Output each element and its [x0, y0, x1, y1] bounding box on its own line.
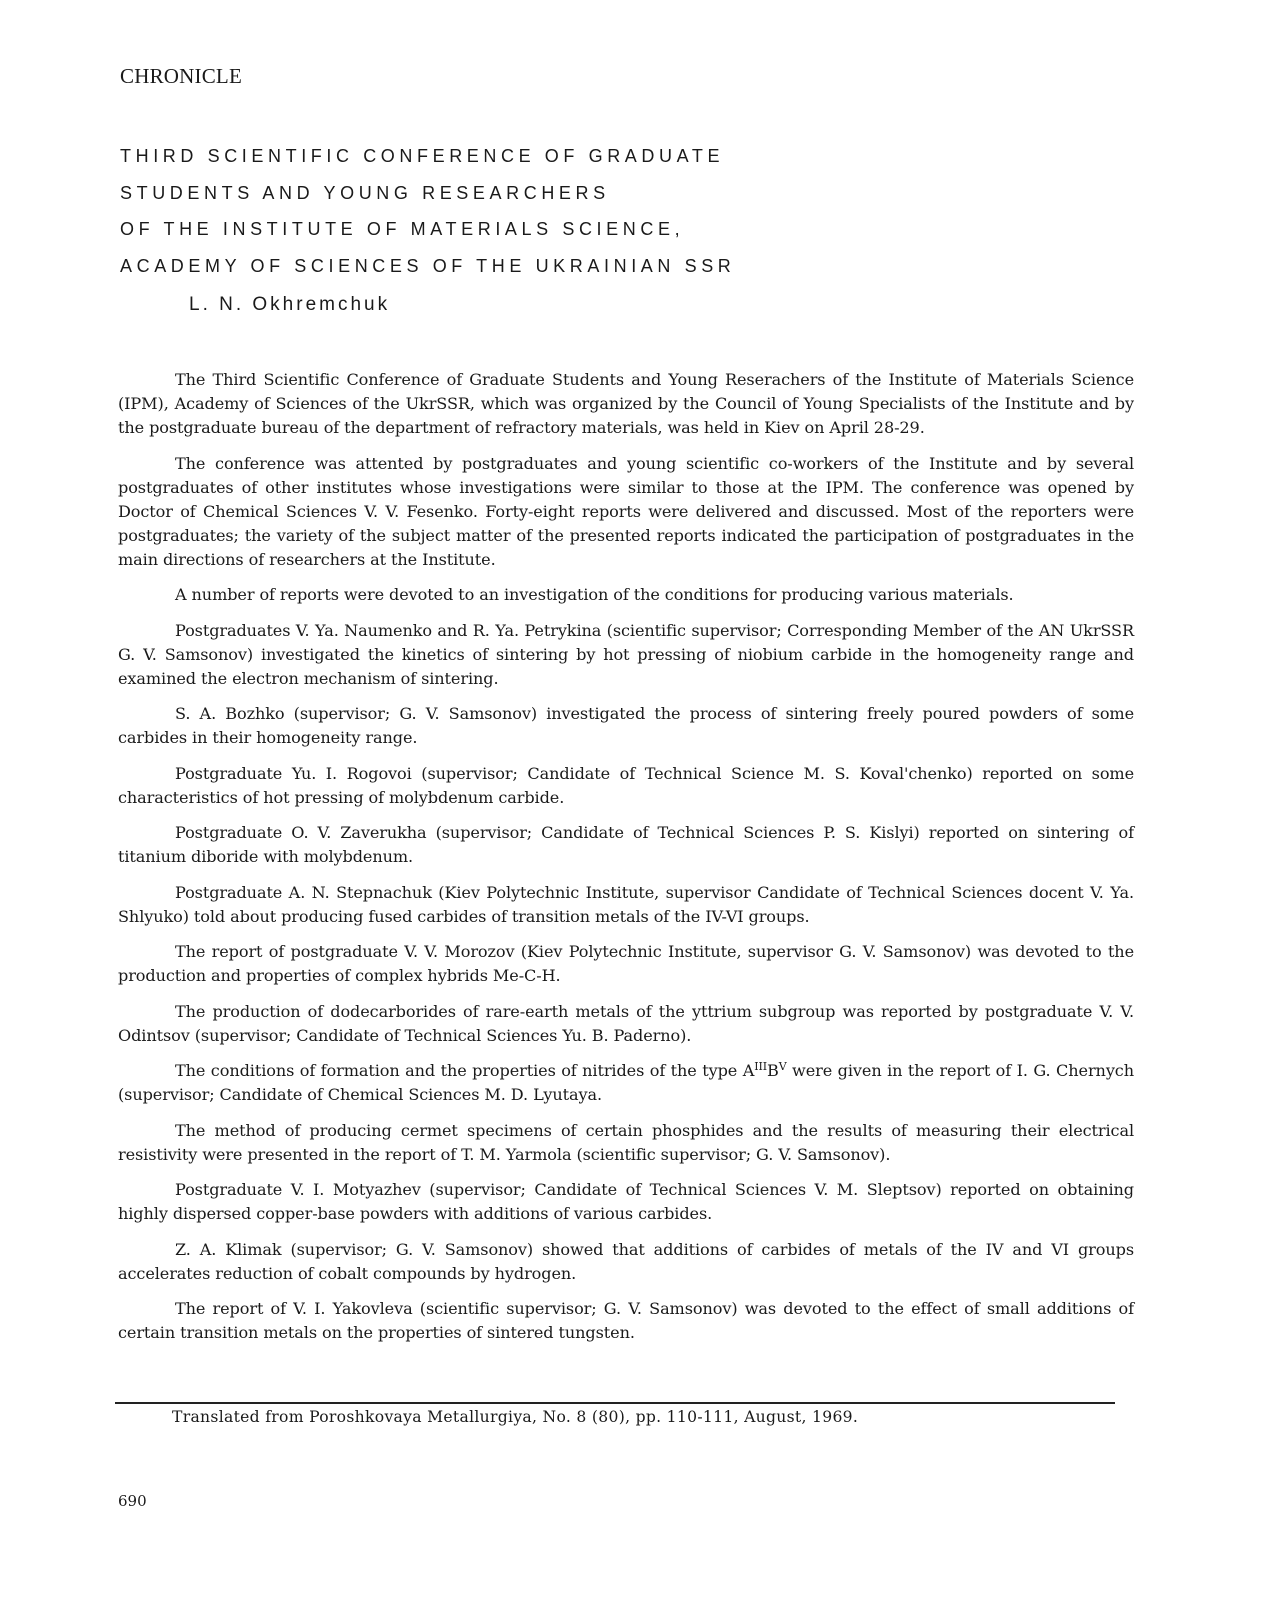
paragraph: Postgraduates V. Ya. Naumenko and R. Ya. Petrykina (scientific supervisor; Corresponding Member of the AN UkrSSR G. V. Samsonov) investigated the kinetics of sintering by hot pressing of niobium carbide in the homogeneity range and examined the electron mechanism of sintering. [118, 620, 1134, 688]
section-label: CHRONICLE [120, 64, 242, 88]
paragraph-text: The conditions of formation and the properties of nitrides of the type A [175, 1061, 755, 1080]
paragraph-text: B [766, 1061, 779, 1080]
paragraph: Postgraduate A. N. Stepnachuk (Kiev Polytechnic Institute, supervisor Candidate of Technical Sciences docent V. Ya. Shlyuko) told about producing fused carbides of transition metals of the IV-VI groups. [118, 882, 1134, 926]
paragraph: The conference was attented by postgraduates and young scientific co-workers of the Institute and by several postgraduates of other institutes whose investigations were similar to those at the IPM. The conference was opened by Doctor of Chemical Sciences V. V. Fesenko. Forty-eight reports were delivered and discussed. Most of the reporters were postgraduates; the variety of the subject matter of the presented reports indicated the participation of postgraduates in the main directions of researchers at the Institute. [118, 453, 1134, 569]
paragraph: Postgraduate Yu. I. Rogovoi (supervisor; Candidate of Technical Science M. S. Koval'chenko) reported on some characteristics of hot pressing of molybdenum carbide. [118, 763, 1134, 807]
paragraph: The method of producing cermet specimens of certain phosphides and the results of measuring their electrical resistivity were presented in the report of T. M. Yarmola (scientific supervisor; G. V. Samsonov). [118, 1120, 1134, 1164]
paragraph: S. A. Bozhko (supervisor; G. V. Samsonov) investigated the process of sintering freely poured powders of some carbides in their homogeneity range. [118, 704, 1134, 747]
author-name: L. N. Okhremchuk [189, 294, 391, 315]
paragraph: The report of V. I. Yakovleva (scientific supervisor; G. V. Samsonov) was devoted to the effect of small additions of certain transition metals on the properties of sintered tungsten. [118, 1299, 1134, 1342]
paragraph: Postgraduate O. V. Zaverukha (supervisor; Candidate of Technical Sciences P. S. Kislyi) reported on sintering of titanium diboride with molybdenum. [118, 823, 1134, 866]
paragraph: Postgraduate V. I. Motyazhev (supervisor; Candidate of Technical Sciences V. M. Sleptsov) reported on obtaining highly dispersed copper-base powders with additions of various carbides. [118, 1180, 1134, 1223]
article-body [118, 368, 1134, 1357]
translation-footnote: Translated from Poroshkovaya Metallurgiya, No. 8 (80), pp. 110-111, August, 1969. [172, 1408, 859, 1426]
article-title [120, 138, 735, 284]
paragraph: The production of dodecarborides of rare-earth metals of the yttrium subgroup was reported by postgraduate V. V. Odintsov (supervisor; Candidate of Technical Sciences Yu. B. Paderno). [118, 1001, 1134, 1045]
superscript: III [754, 1060, 767, 1073]
page-number: 690 [118, 1492, 147, 1510]
footnote-divider [115, 1402, 1115, 1404]
title-line: STUDENTS AND YOUNG RESEARCHERS [120, 182, 610, 203]
paragraph: The Third Scientific Conference of Graduate Students and Young Reserachers of the Institute of Materials Science (IPM), Academy of Sciences of the UkrSSR, which was organized by the Council of Young Specialists of the Institute and by the postgraduate bureau of the department of refractory materials, was held in Kiev on April 28-29. [118, 370, 1134, 437]
paragraph-text: were given in the report of I. G. Chernych (supervisor; Candidate of Chemical Sciences M. D. Lyutaya. [118, 1061, 1134, 1104]
paragraph: A number of reports were devoted to an investigation of the conditions for producing various materials. [175, 585, 1014, 604]
paragraph-nitrides [118, 1059, 1134, 1107]
title-line: THIRD SCIENTIFIC CONFERENCE OF GRADUATE [120, 146, 725, 166]
superscript: V [778, 1060, 787, 1073]
paragraph: The report of postgraduate V. V. Morozov (Kiev Polytechnic Institute, supervisor G. V. Samsonov) was devoted to the production and properties of complex hybrids Me-C-H. [118, 942, 1134, 985]
paragraph: Z. A. Klimak (supervisor; G. V. Samsonov) showed that additions of carbides of metals of the IV and VI groups accelerates reduction of cobalt compounds by hydrogen. [118, 1239, 1134, 1283]
title-line: ACADEMY OF SCIENCES OF THE UKRAINIAN SSR [120, 255, 736, 276]
title-line: OF THE INSTITUTE OF MATERIALS SCIENCE, [120, 219, 685, 239]
